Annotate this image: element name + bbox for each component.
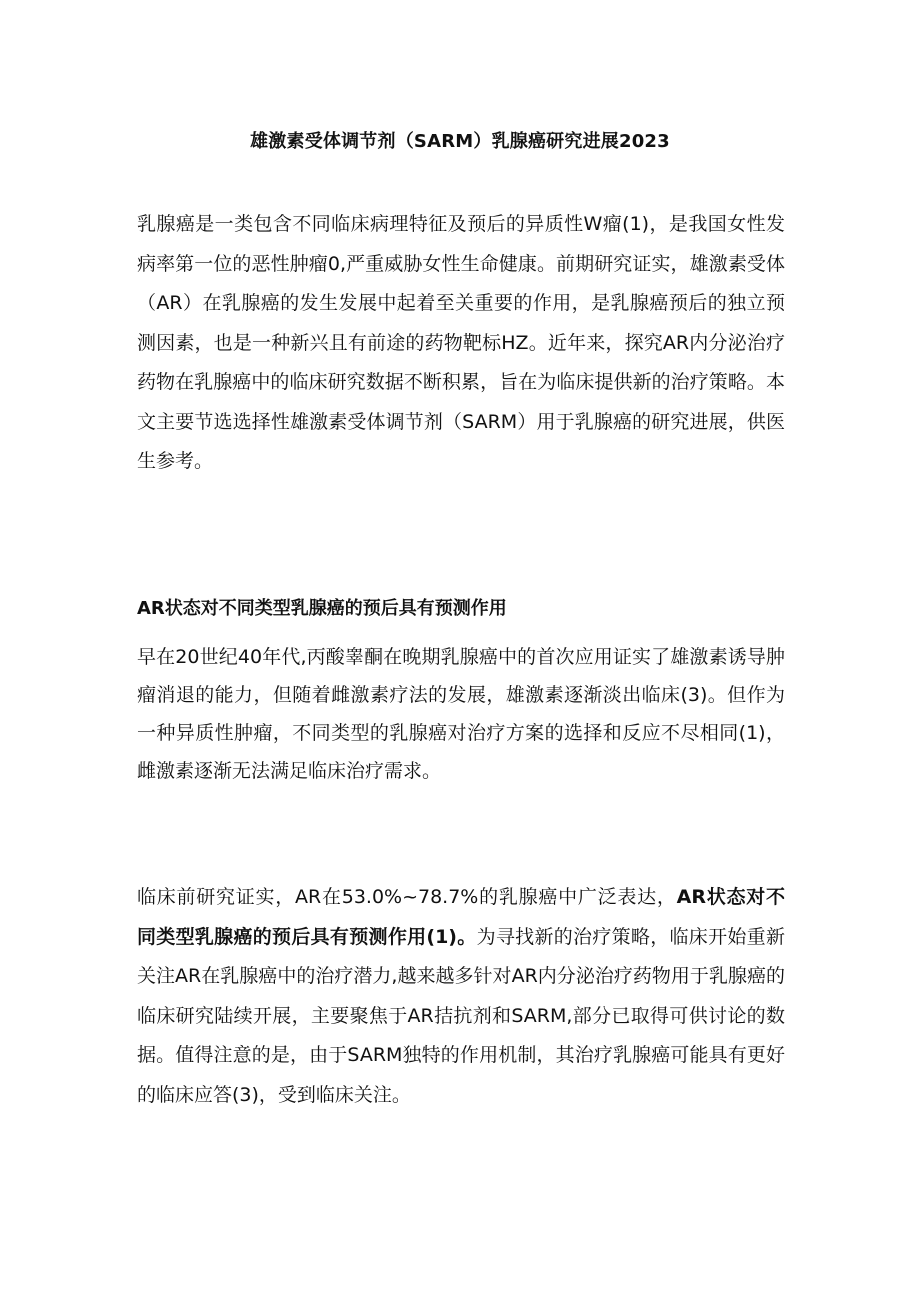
intro-paragraph: 乳腺癌是一类包含不同临床病理特征及预后的异质性W瘤(1)，是我国女性发病率第一位的恶性肿瘤0,严重威胁女性生命健康。前期研究证实，雄激素受体（AR）在乳腺癌的发生发展中起着至关重要的作用，是乳腺癌预后的独立预测因素，也是一种新兴且有前途的药物靶标HZ。近年来，探究AR内分泌治疗药物在乳腺癌中的临床研究数据不断积累，旨在为临床提供新的治疗策略。本文主要节选选择性雄激素受体调节剂（SARM）用于乳腺癌的研究进展，供医生参考。 bbox=[137, 213, 785, 472]
paragraph-text: 为寻找新的治疗策略，临床开始重新关注AR在乳腺癌中的治疗潜力,越来越多针对AR内分泌治疗药物用于乳腺癌的临床研究陆续开展，主要聚焦于AR拮抗剂和SARM,部分已取得可供讨论的数据。值得注意的是，由于SARM独特的作用机制，其治疗乳腺癌可能具有更好的临床应答(3)，受到临床关注。 bbox=[137, 925, 785, 1106]
paragraph-bold-text: AR状态对不同类型乳腺癌的预后具有预测作用(1)。 bbox=[137, 886, 785, 948]
document-title: 雄激素受体调节剂（SARM）乳腺癌研究进展2023 bbox=[250, 131, 670, 152]
paragraph-text: 临床前研究证实，AR在53.0%~78.7%的乳腺癌中广泛表达， bbox=[137, 886, 677, 908]
section-heading: AR状态对不同类型乳腺癌的预后具有预测作用 bbox=[137, 598, 507, 619]
section-paragraph-1: 早在20世纪40年代,丙酸睾酮在晚期乳腺癌中的首次应用证实了雄激素诱导肿瘤消退的能力，但随着雌激素疗法的发展，雄激素逐渐淡出临床(3)。但作为一种异质性肿瘤，不同类型的乳腺癌对治疗方案的选择和反应不尽相同(1)，雌激素逐渐无法满足临床治疗需求。 bbox=[137, 646, 785, 782]
section-paragraph-2 bbox=[137, 878, 785, 1115]
